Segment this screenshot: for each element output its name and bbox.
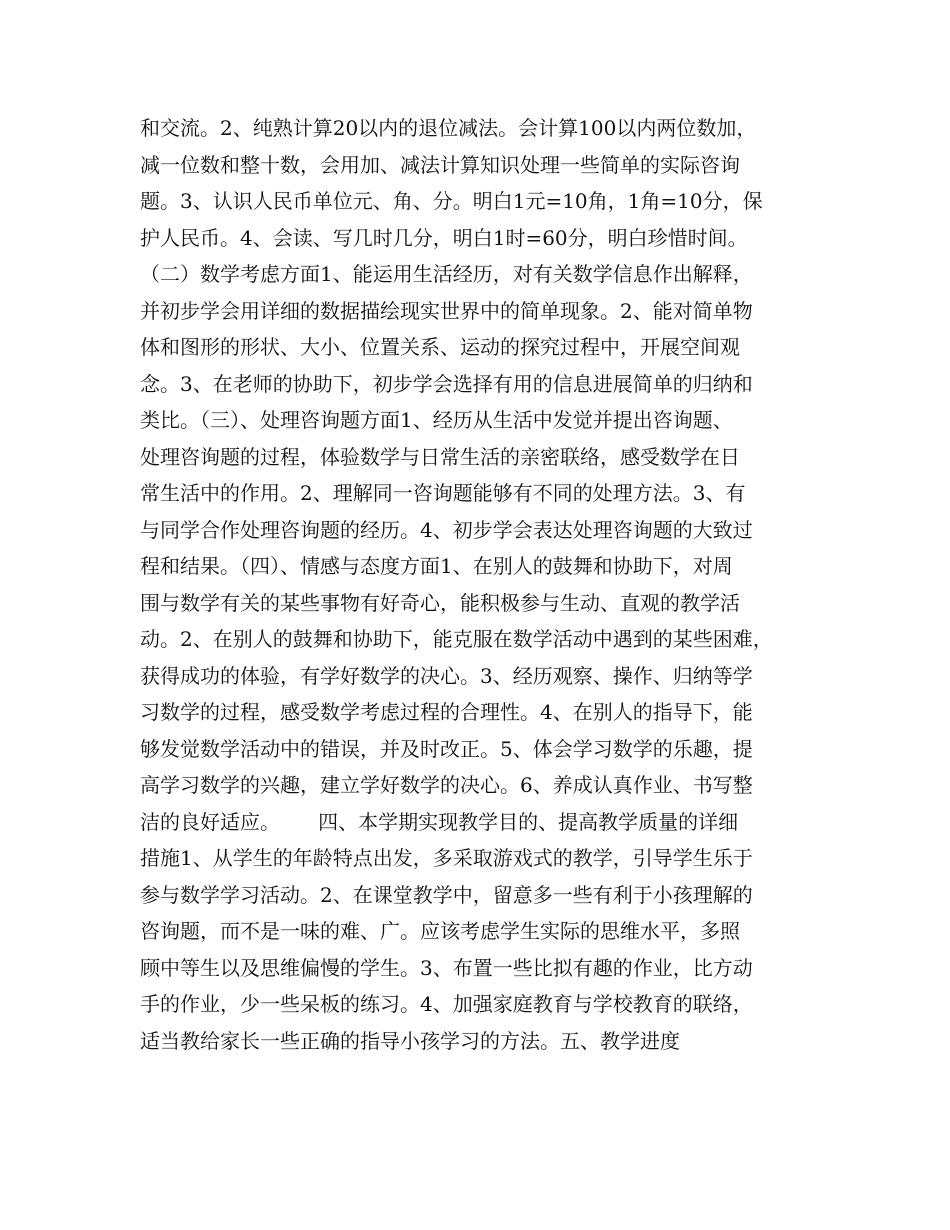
text-line: 和交流。2、纯熟计算20以内的退位减法。会计算100以内两位数加， (140, 116, 757, 140)
text-line: 念。3、在老师的协助下，初步学会选择有用的信息进展简单的归纳和 (140, 371, 753, 396)
text-line: 并初步学会用详细的数据描绘现实世界中的简单现象。2、能对简单物 (140, 298, 753, 323)
text-line: （二）数学考虑方面1、能运用生活经历，对有关数学信息作出解释， (140, 262, 753, 286)
text-line: 与同学合作处理咨询题的经历。4、初步学会表达处理咨询题的大致过 (140, 517, 753, 542)
text-line: 题。3、认识人民币单位元、角、分。明白1元=10角，1角=10分，保 (140, 189, 763, 213)
text-line: 减一位数和整十数，会用加、减法计算知识处理一些简单的实际咨询 (140, 152, 740, 177)
text-line: 措施1、从学生的年龄特点出发，多采取游戏式的教学，引导学生乐于 (140, 846, 753, 870)
text-line: 参与数学学习活动。2、在课堂教学中，留意多一些有利于小孩理解的 (140, 882, 753, 907)
text-line: 动。2、在别人的鼓舞和协助下，能克服在数学活动中遇到的某些困难， (140, 627, 773, 651)
text-line: 类比。（三）、处理咨询题方面1、经历从生活中发觉并提出咨询题、 (140, 408, 733, 432)
text-line: 处理咨询题的过程，体验数学与日常生活的亲密联络，感受数学在日 (140, 444, 740, 469)
body-text (140, 110, 840, 1059)
text-line: 顾中等生以及思维偏慢的学生。3、布置一些比拟有趣的作业，比方动 (140, 955, 753, 980)
text-line: 手的作业，少一些呆板的练习。4、加强家庭教育与学校教育的联络， (140, 992, 753, 1016)
text-line: 体和图形的形状、大小、位置关系、运动的探究过程中，开展空间观 (140, 335, 740, 359)
text-line: 洁的良好适应。 四、本学期实现教学目的、提高教学质量的详细 (140, 809, 739, 834)
text-line: 高学习数学的兴趣，建立学好数学的决心。6、养成认真作业、书写整 (140, 773, 753, 797)
text-line: 习数学的过程，感受数学考虑过程的合理性。4、在别人的指导下，能 (140, 700, 753, 724)
text-line: 程和结果。（四）、情感与态度方面1、在别人的鼓舞和协助下，对周 (140, 554, 733, 578)
text-line: 够发觉数学活动中的错误，并及时改正。5、体会学习数学的乐趣，提 (140, 736, 753, 761)
text-line: 围与数学有关的某些事物有好奇心，能积极参与生动、直观的教学活 (140, 590, 740, 615)
text-line: 常生活中的作用。2、理解同一咨询题能够有不同的处理方法。3、有 (140, 481, 746, 505)
text-line: 护人民币。4、会读、写几时几分，明白1时=60分，明白珍惜时间。 (140, 225, 748, 250)
text-line: 获得成功的体验，有学好数学的决心。3、经历观察、操作、归纳等学 (140, 663, 753, 688)
text-line: 咨询题，而不是一味的难、广。应该考虑学生实际的思维水平，多照 (140, 919, 740, 943)
text-line: 适当教给家长一些正确的指导小孩学习的方法。五、教学进度 (140, 1028, 680, 1053)
